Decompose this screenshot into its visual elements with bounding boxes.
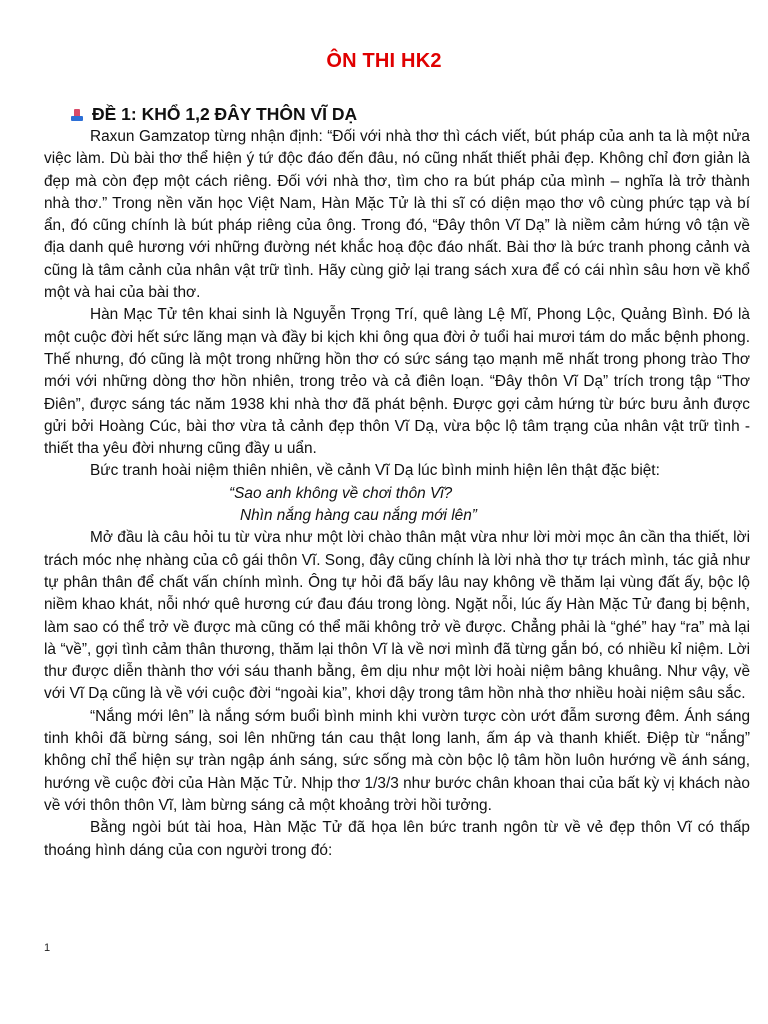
verse-line: Nhìn nắng hàng cau nắng mới lên” [240, 507, 477, 525]
paragraph: Hàn Mạc Tử tên khai sinh là Nguyễn Trọng Trí, quê làng Lệ Mĩ, Phong Lộc, Quảng Bình. Đó là một cuộc đời hết sức lãng mạn và đầy bi kịch khi ông qua đời ở tuổi hai mươi tám do mắc bệnh phong. Thế nhưng, đó cũng là một trong những hồn thơ có sức sáng tạo mạnh mẽ nhất trong phong trào Thơ mới với những dòng thơ hồn nhiên, trong trẻo và cả điên loạn. “Đây thôn Vĩ Dạ” trích trong tập “Thơ Điên”, được sáng tác năm 1938 khi nhà thơ đã phát bệnh. Được gợi cảm hứng từ bức bưu ảnh được gửi bởi Hoàng Cúc, bài thơ vừa tả cảnh đẹp thôn Vĩ Dạ, vừa bộc lộ tâm trạng của nhân vật trữ tình - thiết tha yêu đời nhưng cũng đầy u uẩn. [44, 306, 750, 458]
document-body [44, 126, 750, 862]
paragraph: “Nắng mới lên” là nắng sớm buổi bình minh khi vườn tược còn ướt đẫm sương đêm. Ánh sáng tinh khôi đã bừng sáng, soi lên những tán cau thật long lanh, ấm áp và thanh khiết. Điệp từ “nắng” không chỉ thể hiện sự tràn ngập ánh sáng, sức sống mà còn bộc lộ tâm hồn luôn hướng về ánh sáng, hướng về cuộc đời của Hàn Mặc Tử. Nhịp thơ 1/3/3 như bước chân khoan thai của bất kỳ vị khách nào về với thôn thôn Vĩ, làm bừng sáng cả một khoảng trời hồi tưởng. [44, 707, 750, 814]
section-bullet-icon [70, 108, 84, 122]
page-number: 1 [44, 942, 51, 954]
document-title: ÔN THI HK2 [326, 50, 442, 72]
paragraph: Raxun Gamzatop từng nhận định: “Đối với nhà thơ thì cách viết, bút pháp của anh ta là một nửa việc làm. Dù bài thơ thể hiện ý tứ độc đáo đến đâu, nó cũng nhất thiết phải đẹp. Không chỉ đơn giản là đẹp mà còn đẹp một cách riêng. Đối với nhà thơ, tìm cho ra bút pháp của mình – nghĩa là trở thành nhà thơ.” Trong nền văn học Việt Nam, Hàn Mặc Tử là thi sĩ có diện mạo thơ vô cùng phức tạp và bí ẩn, đó cũng chính là bút pháp riêng của ông. Trong đó, “Đây thôn Vĩ Dạ” là niềm cảm hứng vô tận về địa danh quê hương với những đường nét khắc hoạ độc đáo nhất. Bài thơ là bức tranh phong cảnh và cũng là tâm cảnh của nhân vật trữ tình. Hãy cùng giở lại trang sách xưa để có cái nhìn sâu hơn về khổ một và hai của bài thơ. [44, 128, 750, 302]
verse-line: “Sao anh không về chơi thôn Vĩ? [229, 484, 453, 502]
paragraph: Bức tranh hoài niệm thiên nhiên, về cảnh Vĩ Dạ lúc bình minh hiện lên thật đặc biệt: [90, 462, 660, 480]
paragraph: Mở đầu là câu hỏi tu từ vừa như một lời chào thân mật vừa như lời mời mọc ân cần tha thiết, lời trách móc nhẹ nhàng của cô gái thôn Vĩ. Song, đây cũng chính là lời nhà thơ tự trách mình, tác giả như tự phân thân để chất vấn chính mình. Ông tự hỏi đã bấy lâu nay không về thăm lại vùng đất ấy, bộc lộ niềm khao khát, nỗi nhớ quê hương cứ đau đáu trong lòng. Ngặt nỗi, lúc ấy Hàn Mặc Tử đang bị bệnh, làm sao có thể trở về được mà cũng có thể mãi không trở về được. Chẳng phải là “ghé” hay “ra” mà lại là “về”, gợi tình cảm thân thương, thăm lại thôn Vĩ là về nơi mình đã từng gắn bó, có nhiều kỉ niệm. Lời thư được diễn thành thơ với sáu thanh bằng, êm dịu như một lời hoài niệm bâng khuâng. Như vậy, về với Vĩ Dạ cũng là về với cuộc đời “ngoài kia”, khơi dậy trong tâm hồn nhà thơ nhiều hoài niệm sâu sắc. [44, 529, 750, 703]
section-heading-text: ĐỀ 1: KHỔ 1,2 ĐÂY THÔN VĨ DẠ [92, 104, 358, 124]
paragraph: Bằng ngòi bút tài hoa, Hàn Mặc Tử đã họa lên bức tranh ngôn từ về vẻ đẹp thôn Vĩ có thấp thoáng hình dáng của con người trong đó: [44, 819, 750, 859]
section-heading [70, 104, 357, 125]
